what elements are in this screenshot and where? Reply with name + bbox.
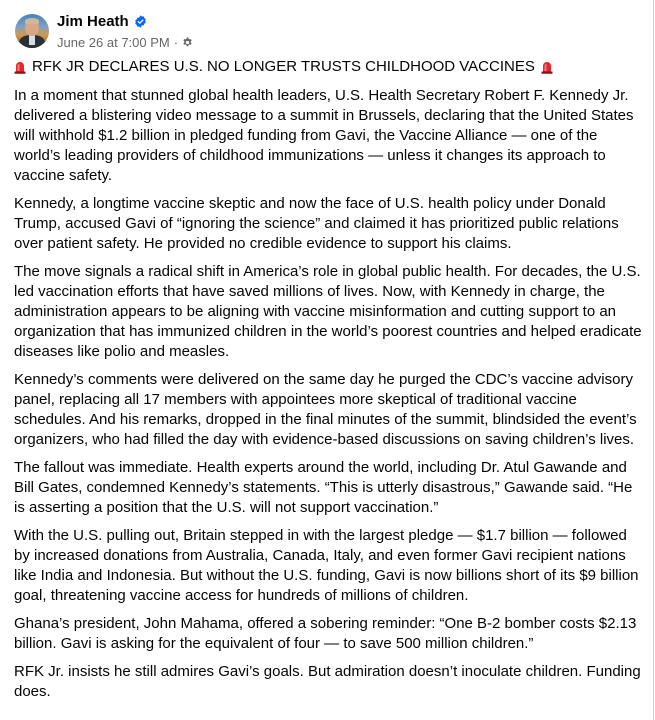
separator-dot: ·	[173, 34, 179, 50]
scrollbar-edge	[653, 0, 654, 720]
author-avatar[interactable]	[15, 14, 49, 48]
post-header	[15, 11, 193, 51]
siren-icon	[14, 60, 26, 74]
body-paragraph: RFK Jr. insists he still admires Gavi’s goals. But admiration doesn’t inoculate children. Funding does.	[14, 663, 641, 700]
post-headline	[14, 57, 642, 77]
body-paragraph: With the U.S. pulling out, Britain stepped in with the largest pledge — $1.7 billion — followed by increased donations from Australia, Canada, Italy, and even former Gavi recipient nations like India and Indonesia. But without the U.S. funding, Gavi is now billions short of its $9 billion goal, threatening vaccine access for hundreds of millions of children.	[14, 527, 639, 604]
body-paragraph: The move signals a radical shift in America’s role in global public health. For decades, the U.S. led vaccination efforts that have saved millions of lives. Now, with Kennedy in charge, the administration appears to be aligning with vaccine misinformation and cutting support to an organization that has immunized children in the world’s poorest countries and helped eradicate diseases like polio and measles.	[14, 263, 642, 360]
avatar-hair	[25, 18, 39, 24]
body-paragraph: Kennedy, a longtime vaccine skeptic and now the face of U.S. health policy under Donald Trump, accused Gavi of “ignoring the science” and claimed it has prioritized public relations over patient safety. He provided no credible evidence to support his claims.	[14, 195, 619, 252]
body-paragraph: The fallout was immediate. Health experts around the world, including Dr. Atul Gawande and Bill Gates, condemned Kennedy’s statements. “This is utterly disastrous,” Gawande said. “He is asserting a position that the U.S. will not support vaccination.”	[14, 459, 633, 516]
author-name[interactable]: Jim Heath	[57, 12, 129, 30]
avatar-shirt	[29, 35, 35, 45]
headline-text: RFK JR DECLARES U.S. NO LONGER TRUSTS CHILDHOOD VACCINES	[32, 58, 535, 75]
post-meta	[57, 11, 193, 51]
post-timestamp[interactable]: June 26 at 7:00 PM	[57, 34, 170, 50]
verified-badge-icon	[134, 15, 147, 28]
body-paragraph: Kennedy’s comments were delivered on the same day he purged the CDC’s vaccine advisory panel, replacing all 17 members with appointees more skeptical of traditional vaccine schedules. And his remarks, dropped in the final minutes of the summit, blindsided the event’s organizers, who had filled the day with evidence-based discussions on saving children’s lives.	[14, 371, 637, 448]
siren-icon	[541, 60, 553, 74]
gear-icon[interactable]	[182, 37, 193, 48]
body-paragraph: In a moment that stunned global health leaders, U.S. Health Secretary Robert F. Kennedy Jr. delivered a blistering video message to a summit in Brussels, declaring that the United States will withhold $1.2 billion in pledged funding from Gavi, the Vaccine Alliance — one of the world’s leading providers of childhood immunizations — unless it changes its approach to vaccine safety.	[14, 87, 634, 184]
author-row	[57, 11, 193, 31]
body-paragraph: Ghana’s president, John Mahama, offered a sobering reminder: “One B-2 bomber costs $2.13 billion. Gavi is asking for the equivalent of four — to save 500 million children.”	[14, 615, 637, 652]
post-body	[14, 57, 642, 710]
post-subtitle	[57, 33, 193, 51]
